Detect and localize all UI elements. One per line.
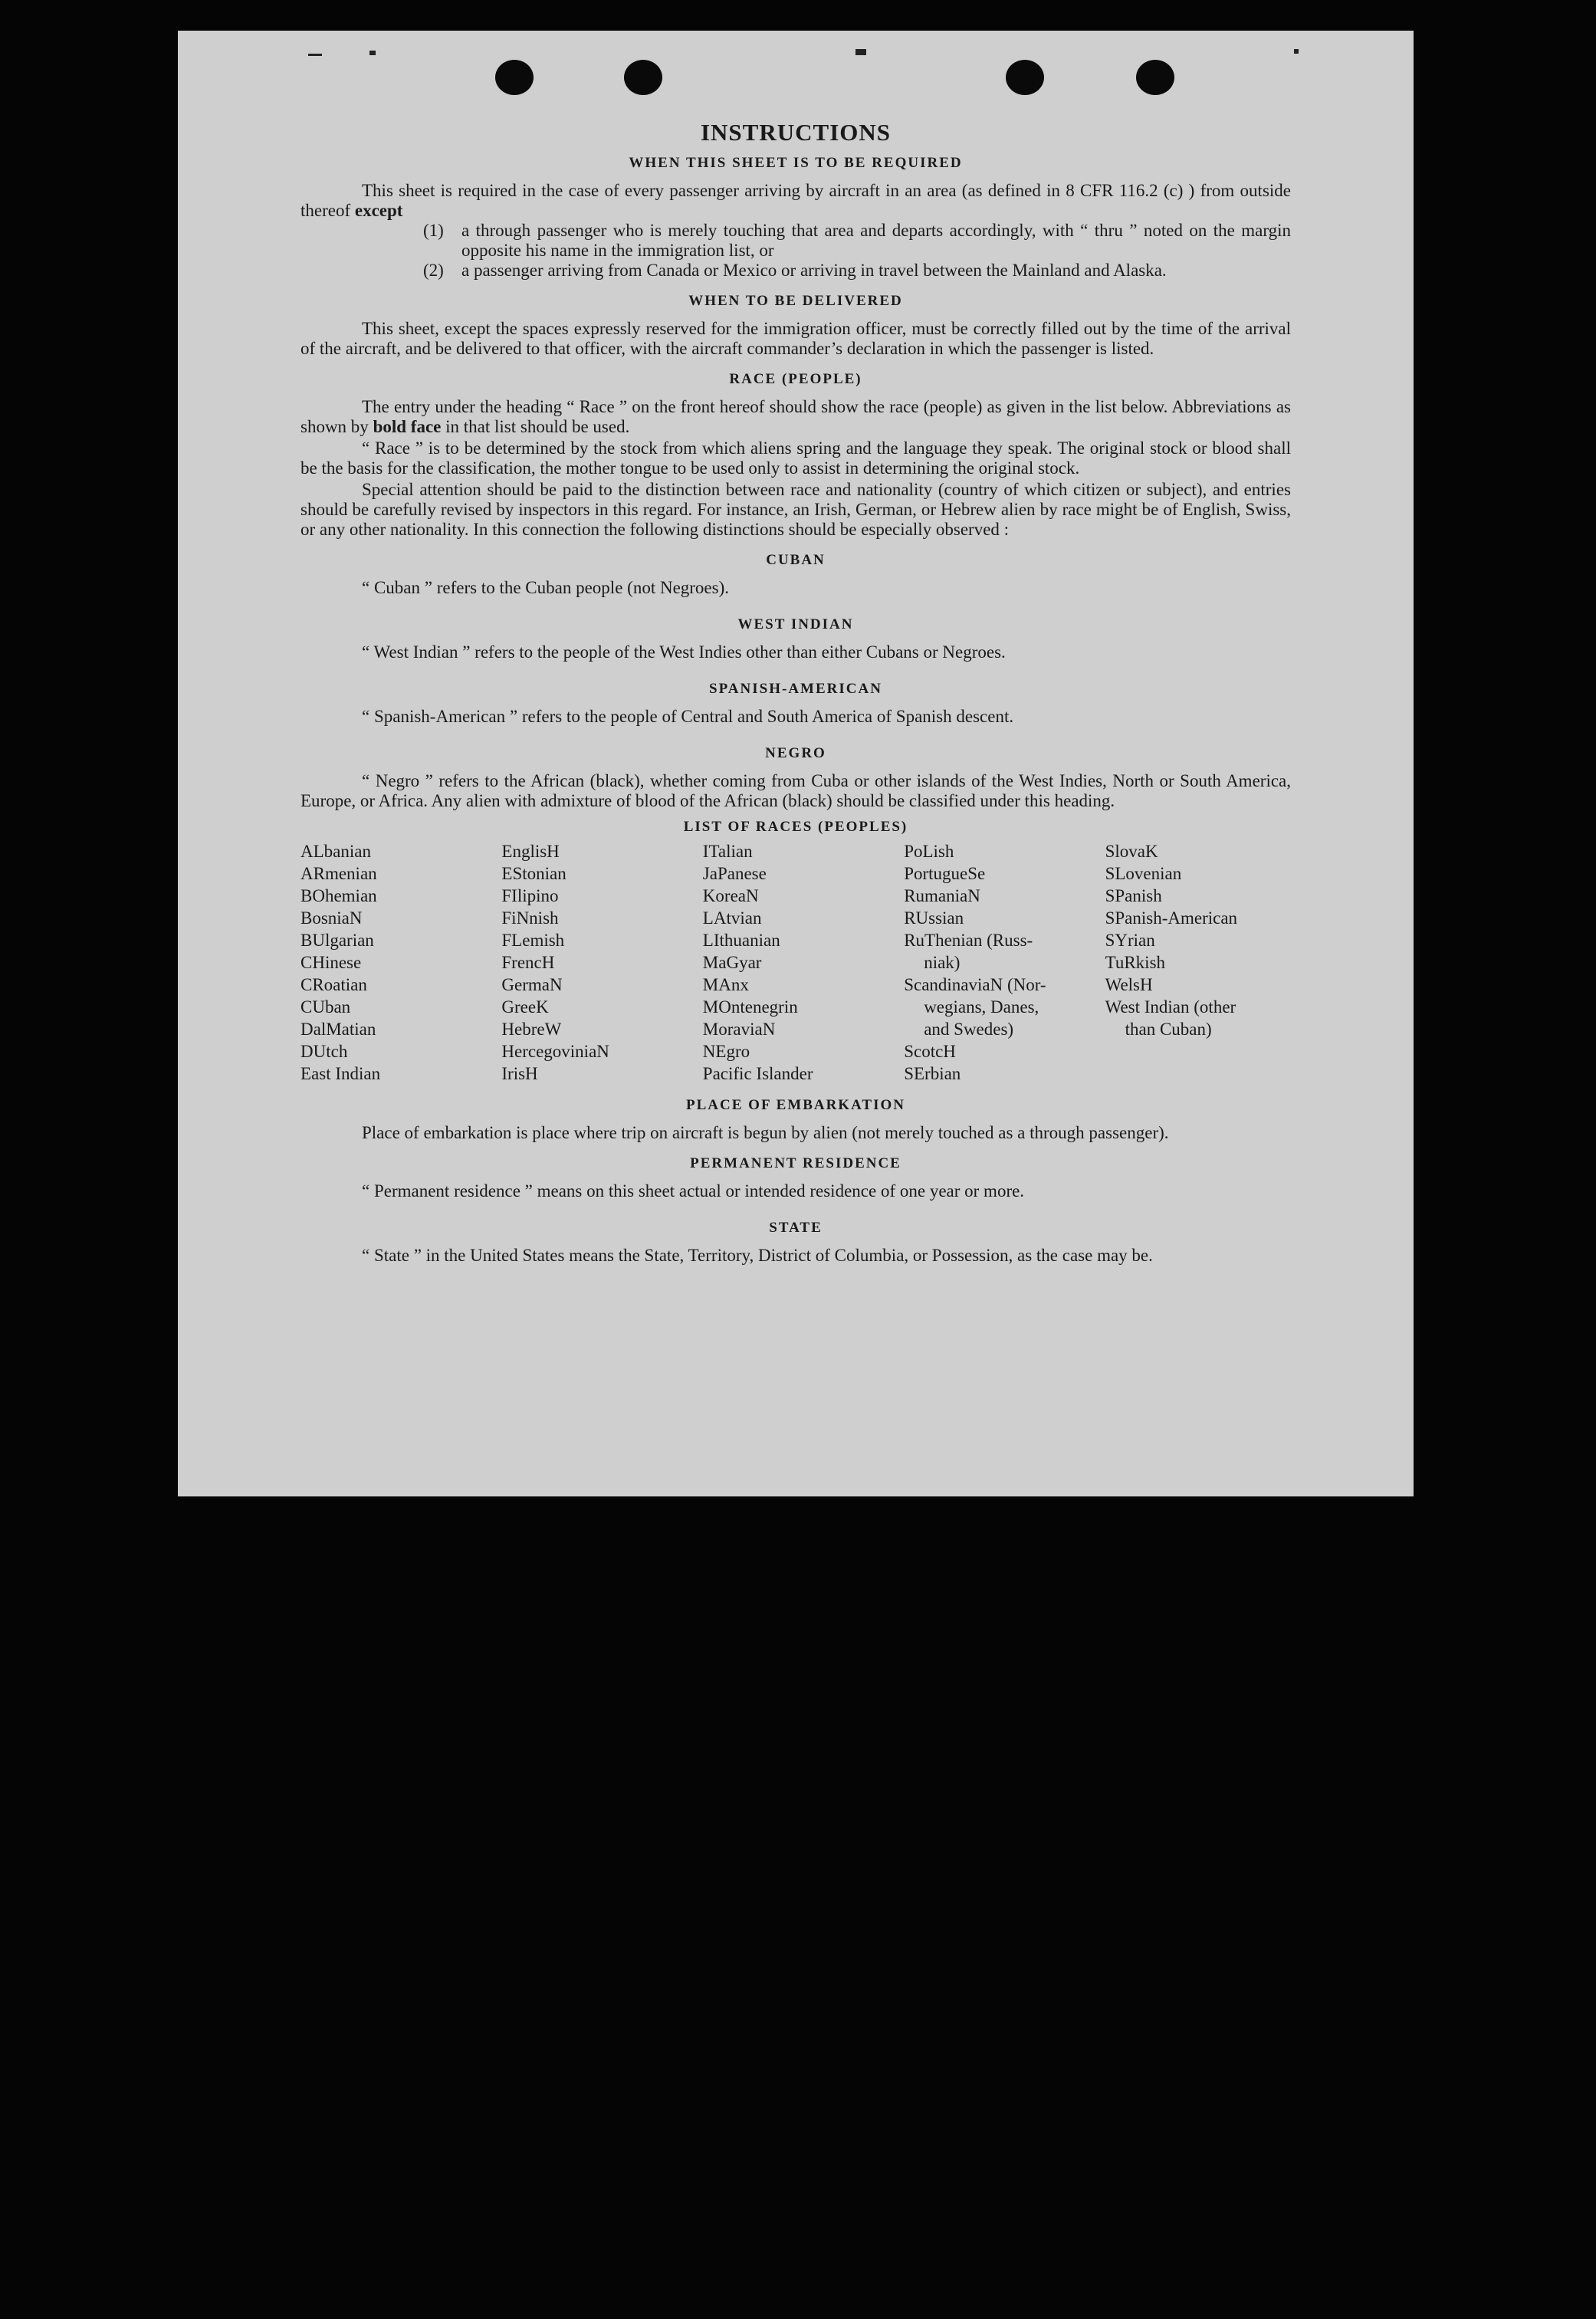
race-entry: LAtvian	[702, 908, 762, 928]
item-number: (2)	[423, 261, 444, 280]
item-text: a through passenger who is merely touching that area and departs accordingly, with “ thru ” noted on the margin opposite his name in the immigration list, or	[461, 221, 1291, 260]
race-entry: FIlipino	[501, 886, 559, 905]
punch-hole	[1006, 60, 1044, 95]
section-heading-state: STATE	[769, 1220, 823, 1236]
race-entry: PoLish	[904, 842, 954, 861]
race-entry: IrisH	[501, 1064, 538, 1083]
paragraph-cuban: “ Cuban ” refers to the Cuban people (not Negroes).	[362, 578, 730, 597]
section-heading-when-required: WHEN THIS SHEET IS TO BE REQUIRED	[629, 155, 963, 171]
page-title: INSTRUCTIONS	[700, 119, 891, 146]
race-entry: DUtch	[300, 1042, 348, 1061]
race-entry: CRoatian	[300, 975, 367, 994]
race-entry: EnglisH	[501, 842, 560, 861]
section-heading-list-of-races: LIST OF RACES (PEOPLES)	[683, 819, 908, 835]
race-entry: SErbian	[904, 1064, 961, 1083]
race-entry: SYrian	[1105, 931, 1155, 950]
race-entry: ARmenian	[300, 864, 377, 883]
races-column	[904, 840, 1089, 1085]
race-entry: West Indian (other	[1105, 997, 1236, 1017]
race-entry: and Swedes)	[924, 1020, 1014, 1039]
race-entry: ScotcH	[904, 1042, 956, 1061]
race-entry: EStonian	[501, 864, 566, 883]
race-entry: FLemish	[501, 931, 565, 950]
race-entry: FiNnish	[501, 908, 559, 928]
race-entry: HercegoviniaN	[501, 1042, 609, 1061]
paragraph-when-delivered: This sheet, except the spaces expressly reserved for the immigration officer, must be correctly filled out by the time of the arrival of the aircraft, and be delivered to that officer, with the aircraft commander’s declaration in which the passenger is listed.	[300, 319, 1291, 358]
race-entry: SPanish	[1105, 886, 1162, 905]
race-entry: niak)	[924, 953, 961, 972]
scan-speck	[855, 49, 866, 55]
bold-text: bold face	[373, 417, 442, 436]
race-entry: than Cuban)	[1125, 1020, 1212, 1039]
section-heading-west-indian: WEST INDIAN	[737, 616, 854, 632]
race-entry: East Indian	[300, 1064, 381, 1083]
bold-text: except	[354, 201, 403, 220]
race-entry: CUban	[300, 997, 351, 1017]
race-entry: BOhemian	[300, 886, 377, 905]
paragraph-residence: “ Permanent residence ” means on this sheet actual or intended residence of one year or more.	[362, 1181, 1025, 1201]
race-entry: ScandinaviaN (Nor-	[904, 975, 1046, 994]
section-heading-negro: NEGRO	[765, 745, 826, 761]
race-entry: wegians, Danes,	[924, 997, 1039, 1017]
item-number: (1)	[423, 221, 444, 240]
section-heading-race: RACE (PEOPLE)	[729, 371, 862, 387]
race-entry: CHinese	[300, 953, 362, 972]
paragraph-race-2: “ Race ” is to be determined by the stock from which aliens spring and the language they speak. The original stock or blood shall be the basis for the classification, the mother tongue to be used only to assist in determining the original stock.	[300, 439, 1291, 478]
race-entry: KoreaN	[702, 886, 759, 905]
race-entry: Pacific Islander	[702, 1064, 813, 1083]
race-entry: NEgro	[702, 1042, 750, 1061]
paragraph-west-indian: “ West Indian ” refers to the people of the West Indies other than either Cubans or Negroes.	[362, 642, 1006, 662]
race-entry: RUssian	[904, 908, 964, 928]
item-text: a passenger arriving from Canada or Mexico or arriving in travel between the Mainland and Alaska.	[461, 261, 1167, 280]
section-heading-when-delivered: WHEN TO BE DELIVERED	[688, 293, 903, 309]
document-sheet	[178, 31, 1414, 1496]
race-entry: MaGyar	[702, 953, 762, 972]
race-entry: SPanish-American	[1105, 908, 1238, 928]
races-column	[703, 840, 888, 1085]
races-column	[300, 840, 486, 1085]
scan-speck	[1294, 49, 1299, 54]
race-entry: LIthuanian	[702, 931, 780, 950]
scan-speck	[369, 51, 376, 55]
section-heading-cuban: CUBAN	[766, 552, 826, 568]
race-entry: GermaN	[501, 975, 563, 994]
section-heading-residence: PERMANENT RESIDENCE	[690, 1155, 901, 1171]
race-entry: JaPanese	[702, 864, 767, 883]
race-entry: MOntenegrin	[702, 997, 798, 1017]
exception-item	[423, 261, 1291, 281]
race-entry: ITalian	[702, 842, 753, 861]
race-entry: WelsH	[1105, 975, 1153, 994]
paragraph-state: “ State ” in the United States means the State, Territory, District of Columbia, or Possession, as the case may be.	[362, 1246, 1153, 1265]
punch-hole	[1136, 60, 1174, 95]
punch-hole	[495, 60, 534, 95]
race-entry: SLovenian	[1105, 864, 1182, 883]
exception-item	[423, 221, 1291, 261]
races-column	[1105, 840, 1291, 1085]
race-entry: MAnx	[702, 975, 749, 994]
instructions-body	[300, 119, 1291, 1266]
paragraph-negro: “ Negro ” refers to the African (black), whether coming from Cuba or other islands of the West Indies, North or South America, Europe, or Africa. Any alien with admixture of blood of the African (black) should be classified under this heading.	[300, 771, 1291, 810]
race-entry: SlovaK	[1105, 842, 1158, 861]
race-entry: TuRkish	[1105, 953, 1166, 972]
races-column	[501, 840, 687, 1085]
paragraph-race-1	[300, 397, 1291, 437]
section-heading-spanish-american: SPANISH-AMERICAN	[709, 681, 882, 697]
race-entry: PortugueSe	[904, 864, 986, 883]
race-entry: BUlgarian	[300, 931, 374, 950]
race-entry: MoraviaN	[702, 1020, 776, 1039]
race-entry: RumaniaN	[904, 886, 980, 905]
race-entry: RuThenian (Russ-	[904, 931, 1033, 950]
scan-speck	[308, 54, 322, 56]
race-entry: GreeK	[501, 997, 549, 1017]
paragraph-embarkation: Place of embarkation is place where trip on aircraft is begun by alien (not merely touched as a through passenger).	[362, 1123, 1169, 1142]
race-entry: DalMatian	[300, 1020, 376, 1039]
paragraph-text: The entry under the heading “ Race ” on the front hereof should show the race (people) as given in the list below. Abbreviations as shown by	[300, 397, 1291, 436]
race-entry: FrencH	[501, 953, 555, 972]
paragraph-text: in that list should be used.	[445, 417, 630, 436]
section-heading-embarkation: PLACE OF EMBARKATION	[686, 1097, 905, 1113]
paragraph-when-required	[300, 181, 1291, 221]
races-list	[300, 840, 1291, 1085]
race-entry: BosniaN	[300, 908, 363, 928]
race-entry: ALbanian	[300, 842, 371, 861]
paragraph-text: This sheet is required in the case of every passenger arriving by aircraft in an area (as defined in 8 CFR 116.2 (c) ) from outside thereof	[300, 181, 1291, 220]
race-entry: HebreW	[501, 1020, 562, 1039]
paragraph-spanish-american: “ Spanish-American ” refers to the people of Central and South America of Spanish descent.	[362, 707, 1014, 726]
paragraph-race-3: Special attention should be paid to the distinction between race and nationality (country of which citizen or subject), and entries should be carefully revised by inspectors in this regard. For instance, an Irish, German, or Hebrew alien by race might be of English, Swiss, or any other nationality. In this connection the following distinctions should be especially observed :	[300, 480, 1291, 539]
punch-hole	[624, 60, 662, 95]
